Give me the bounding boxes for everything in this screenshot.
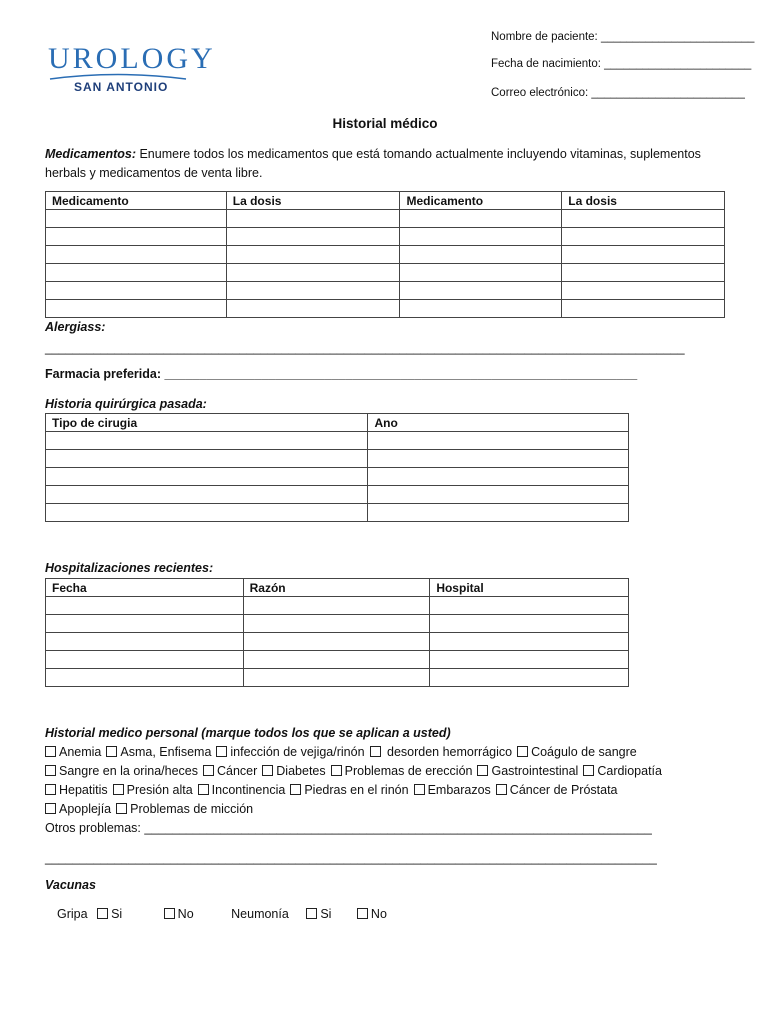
pharmacy-field[interactable]: Farmacia preferida: ____________________________________________________________________ bbox=[45, 367, 638, 381]
condition-item[interactable] bbox=[45, 783, 108, 797]
condition-checkbox[interactable] bbox=[414, 784, 425, 795]
condition-checkbox[interactable] bbox=[496, 784, 507, 795]
surgical-table-cell[interactable] bbox=[46, 504, 368, 522]
hospitalizations-table-cell[interactable] bbox=[46, 669, 244, 687]
condition-label: desorden hemorrágico bbox=[383, 745, 513, 759]
condition-item[interactable] bbox=[216, 745, 364, 759]
condition-label: Piedras en el rinón bbox=[304, 783, 409, 797]
medications-instructions bbox=[45, 145, 735, 183]
medications-table-row bbox=[46, 300, 725, 318]
hospitalizations-table-cell[interactable] bbox=[243, 615, 430, 633]
condition-checkbox[interactable] bbox=[113, 784, 124, 795]
condition-checkbox[interactable] bbox=[45, 765, 56, 776]
condition-label: Apoplejía bbox=[59, 802, 112, 816]
condition-checkbox[interactable] bbox=[45, 803, 56, 814]
surgical-table-cell[interactable] bbox=[46, 432, 368, 450]
medications-table-cell[interactable] bbox=[400, 300, 562, 318]
medications-table-column-header: Medicamento bbox=[400, 192, 562, 210]
surgical-table-cell[interactable] bbox=[368, 450, 629, 468]
medications-table-column-header: Medicamento bbox=[46, 192, 227, 210]
flu-si-checkbox[interactable] bbox=[97, 908, 108, 919]
condition-checkbox[interactable] bbox=[198, 784, 209, 795]
other-problems-field[interactable]: Otros problemas: _________________________________________________________________________ bbox=[45, 821, 652, 835]
condition-label: Problemas de erección bbox=[344, 764, 473, 778]
condition-label: Problemas de micción bbox=[130, 802, 254, 816]
hospitalizations-table-row bbox=[46, 669, 629, 687]
surgical-table-cell[interactable] bbox=[46, 450, 368, 468]
condition-label: Presión alta bbox=[126, 783, 193, 797]
pneumonia-si-label: Si bbox=[320, 907, 332, 921]
condition-checkbox[interactable] bbox=[290, 784, 301, 795]
hospitalizations-table bbox=[45, 578, 629, 687]
surgical-table-cell[interactable] bbox=[46, 486, 368, 504]
hospitalizations-table-row bbox=[46, 651, 629, 669]
hospitalizations-table-cell[interactable] bbox=[46, 597, 244, 615]
medications-table-row bbox=[46, 228, 725, 246]
hospitalizations-table-cell[interactable] bbox=[243, 597, 430, 615]
hospitalizations-table-cell[interactable] bbox=[243, 669, 430, 687]
condition-item[interactable] bbox=[331, 764, 473, 778]
surgical-table-row bbox=[46, 450, 629, 468]
condition-label: Diabetes bbox=[276, 764, 326, 778]
condition-label: Hepatitis bbox=[59, 783, 108, 797]
vaccines-row bbox=[57, 907, 387, 921]
condition-item[interactable] bbox=[45, 745, 101, 759]
medications-table-cell[interactable] bbox=[562, 300, 725, 318]
condition-item[interactable] bbox=[45, 764, 198, 778]
hospitalizations-table-cell[interactable] bbox=[430, 651, 629, 669]
medications-text: Enumere todos los medicamentos que está tomando actualmente incluyendo vitaminas, suplementos herbals y medicamentos de venta libre. bbox=[45, 147, 701, 180]
hospitalizations-table-cell[interactable] bbox=[430, 633, 629, 651]
surgical-history-table bbox=[45, 413, 629, 522]
surgical-table-cell[interactable] bbox=[368, 468, 629, 486]
medications-table-cell[interactable] bbox=[400, 228, 562, 246]
other-problems-line-2[interactable]: ________________________________________________________________________________________ bbox=[45, 851, 657, 865]
surgical-table-row bbox=[46, 486, 629, 504]
condition-checkbox[interactable] bbox=[583, 765, 594, 776]
page-title: Historial médico bbox=[332, 116, 438, 131]
condition-label: Cáncer bbox=[216, 764, 258, 778]
condition-label: Anemia bbox=[59, 745, 102, 759]
condition-row bbox=[45, 764, 667, 778]
condition-checkbox[interactable] bbox=[370, 746, 381, 757]
pneumonia-si-checkbox[interactable] bbox=[306, 908, 317, 919]
allergies-field[interactable]: ____________________________________________________________________________________________ bbox=[45, 341, 685, 355]
birth-date-field[interactable]: Fecha de nacimiento: _______________________ bbox=[491, 58, 752, 70]
medications-table-cell[interactable] bbox=[46, 210, 227, 228]
condition-row bbox=[45, 783, 623, 797]
hospitalizations-table-cell[interactable] bbox=[243, 651, 430, 669]
hospitalizations-table-column-header: Fecha bbox=[46, 579, 244, 597]
flu-no-label: No bbox=[177, 907, 194, 921]
condition-checkbox[interactable] bbox=[106, 746, 117, 757]
medications-table-cell[interactable] bbox=[46, 282, 227, 300]
condition-item[interactable] bbox=[106, 745, 211, 759]
personal-history-label: Historial medico personal (marque todos los que se aplican a usted) bbox=[45, 726, 451, 740]
surgical-table-cell[interactable] bbox=[368, 486, 629, 504]
condition-checkbox[interactable] bbox=[116, 803, 127, 814]
condition-checkbox[interactable] bbox=[45, 784, 56, 795]
condition-item[interactable] bbox=[290, 783, 408, 797]
email-field[interactable]: Correo electrónico: ________________________ bbox=[491, 87, 745, 99]
hospitalizations-table-column-header: Hospital bbox=[430, 579, 629, 597]
surgical-table-cell[interactable] bbox=[46, 468, 368, 486]
vaccines-label: Vacunas bbox=[45, 878, 96, 892]
surgical-table-cell[interactable] bbox=[368, 504, 629, 522]
hospitalizations-table-cell[interactable] bbox=[430, 597, 629, 615]
hospitalizations-table-header-row bbox=[46, 579, 629, 597]
medications-table-cell[interactable] bbox=[562, 264, 725, 282]
hospitalizations-table-row bbox=[46, 615, 629, 633]
medications-table-row bbox=[46, 282, 725, 300]
medications-table-cell[interactable] bbox=[46, 228, 227, 246]
medications-table-column-header: La dosis bbox=[226, 192, 400, 210]
condition-item[interactable] bbox=[113, 783, 193, 797]
hospitalizations-table-column-header: Razón bbox=[243, 579, 430, 597]
condition-item[interactable] bbox=[370, 745, 513, 759]
condition-item[interactable] bbox=[198, 783, 286, 797]
condition-label: Cardiopatía bbox=[597, 764, 662, 778]
condition-label: Sangre en la orina/heces bbox=[59, 764, 198, 778]
medications-table-cell[interactable] bbox=[46, 246, 227, 264]
condition-label: Coágulo de sangre bbox=[531, 745, 637, 759]
condition-item[interactable] bbox=[414, 783, 491, 797]
condition-label: Cáncer de Próstata bbox=[509, 783, 618, 797]
hospitalizations-table-cell[interactable] bbox=[430, 615, 629, 633]
surgical-table-row bbox=[46, 504, 629, 522]
surgical-table-column-header: Tipo de cirugia bbox=[46, 414, 368, 432]
medications-table-row bbox=[46, 264, 725, 282]
hospitalizations-table-cell[interactable] bbox=[46, 633, 244, 651]
medications-table-cell[interactable] bbox=[562, 210, 725, 228]
condition-label: infección de vejiga/rinón bbox=[230, 745, 365, 759]
surgical-table-cell[interactable] bbox=[368, 432, 629, 450]
condition-item[interactable] bbox=[262, 764, 325, 778]
medications-table-cell[interactable] bbox=[400, 282, 562, 300]
condition-item[interactable] bbox=[45, 802, 111, 816]
flu-no-checkbox[interactable] bbox=[164, 908, 175, 919]
surgical-table-row bbox=[46, 468, 629, 486]
condition-checkbox[interactable] bbox=[331, 765, 342, 776]
condition-item[interactable] bbox=[496, 783, 618, 797]
condition-item[interactable] bbox=[517, 745, 637, 759]
condition-checkbox[interactable] bbox=[203, 765, 214, 776]
condition-row bbox=[45, 802, 258, 816]
medications-table-cell[interactable] bbox=[400, 210, 562, 228]
pneumonia-no-checkbox[interactable] bbox=[357, 908, 368, 919]
surgical-table-header-row bbox=[46, 414, 629, 432]
condition-item[interactable] bbox=[203, 764, 257, 778]
logo-subtext: SAN ANTONIO bbox=[74, 80, 169, 94]
medications-table-cell[interactable] bbox=[226, 210, 400, 228]
hospitalizations-label: Hospitalizaciones recientes: bbox=[45, 561, 214, 575]
hospitalizations-table-cell[interactable] bbox=[430, 669, 629, 687]
logo-text: UROLOGY bbox=[48, 42, 216, 75]
medications-table-row bbox=[46, 210, 725, 228]
medications-table-cell[interactable] bbox=[46, 264, 227, 282]
condition-item[interactable] bbox=[116, 802, 253, 816]
medications-table-cell[interactable] bbox=[226, 300, 400, 318]
hospitalizations-table-row bbox=[46, 633, 629, 651]
medications-table-cell[interactable] bbox=[400, 264, 562, 282]
allergies-label: Alergiass: bbox=[45, 320, 106, 334]
medications-table-cell[interactable] bbox=[400, 246, 562, 264]
condition-checkbox[interactable] bbox=[477, 765, 488, 776]
condition-checkbox[interactable] bbox=[517, 746, 528, 757]
medications-table-cell[interactable] bbox=[562, 282, 725, 300]
medications-table-column-header: La dosis bbox=[562, 192, 725, 210]
hospitalizations-table-cell[interactable] bbox=[46, 615, 244, 633]
hospitalizations-table-row bbox=[46, 597, 629, 615]
medications-table-cell[interactable] bbox=[226, 282, 400, 300]
pneumonia-no-label: No bbox=[370, 907, 387, 921]
medications-table-cell[interactable] bbox=[226, 246, 400, 264]
surgical-history-label: Historia quirúrgica pasada: bbox=[45, 397, 207, 411]
condition-row bbox=[45, 745, 642, 759]
surgical-table-row bbox=[46, 432, 629, 450]
condition-label: Asma, Enfisema bbox=[120, 745, 212, 759]
medications-label: Medicamentos: bbox=[45, 147, 136, 161]
condition-item[interactable] bbox=[477, 764, 578, 778]
condition-checkbox[interactable] bbox=[45, 746, 56, 757]
condition-checkbox[interactable] bbox=[216, 746, 227, 757]
condition-label: Gastrointestinal bbox=[491, 764, 579, 778]
condition-label: Incontinencia bbox=[211, 783, 286, 797]
medications-table-cell[interactable] bbox=[226, 264, 400, 282]
pneumonia-label: Neumonía bbox=[231, 907, 289, 921]
medications-table bbox=[45, 191, 725, 318]
medications-table-row bbox=[46, 246, 725, 264]
condition-label: Embarazos bbox=[427, 783, 491, 797]
condition-checkbox[interactable] bbox=[262, 765, 273, 776]
flu-si-label: Si bbox=[111, 907, 123, 921]
medications-table-header-row bbox=[46, 192, 725, 210]
condition-item[interactable] bbox=[583, 764, 662, 778]
medications-table-cell[interactable] bbox=[562, 246, 725, 264]
surgical-table-column-header: Ano bbox=[368, 414, 629, 432]
hospitalizations-table-cell[interactable] bbox=[243, 633, 430, 651]
medications-table-cell[interactable] bbox=[46, 300, 227, 318]
medications-table-cell[interactable] bbox=[226, 228, 400, 246]
patient-name-field[interactable]: Nombre de paciente: ________________________ bbox=[491, 31, 755, 43]
hospitalizations-table-cell[interactable] bbox=[46, 651, 244, 669]
flu-label: Gripa bbox=[57, 907, 88, 921]
medications-table-cell[interactable] bbox=[562, 228, 725, 246]
